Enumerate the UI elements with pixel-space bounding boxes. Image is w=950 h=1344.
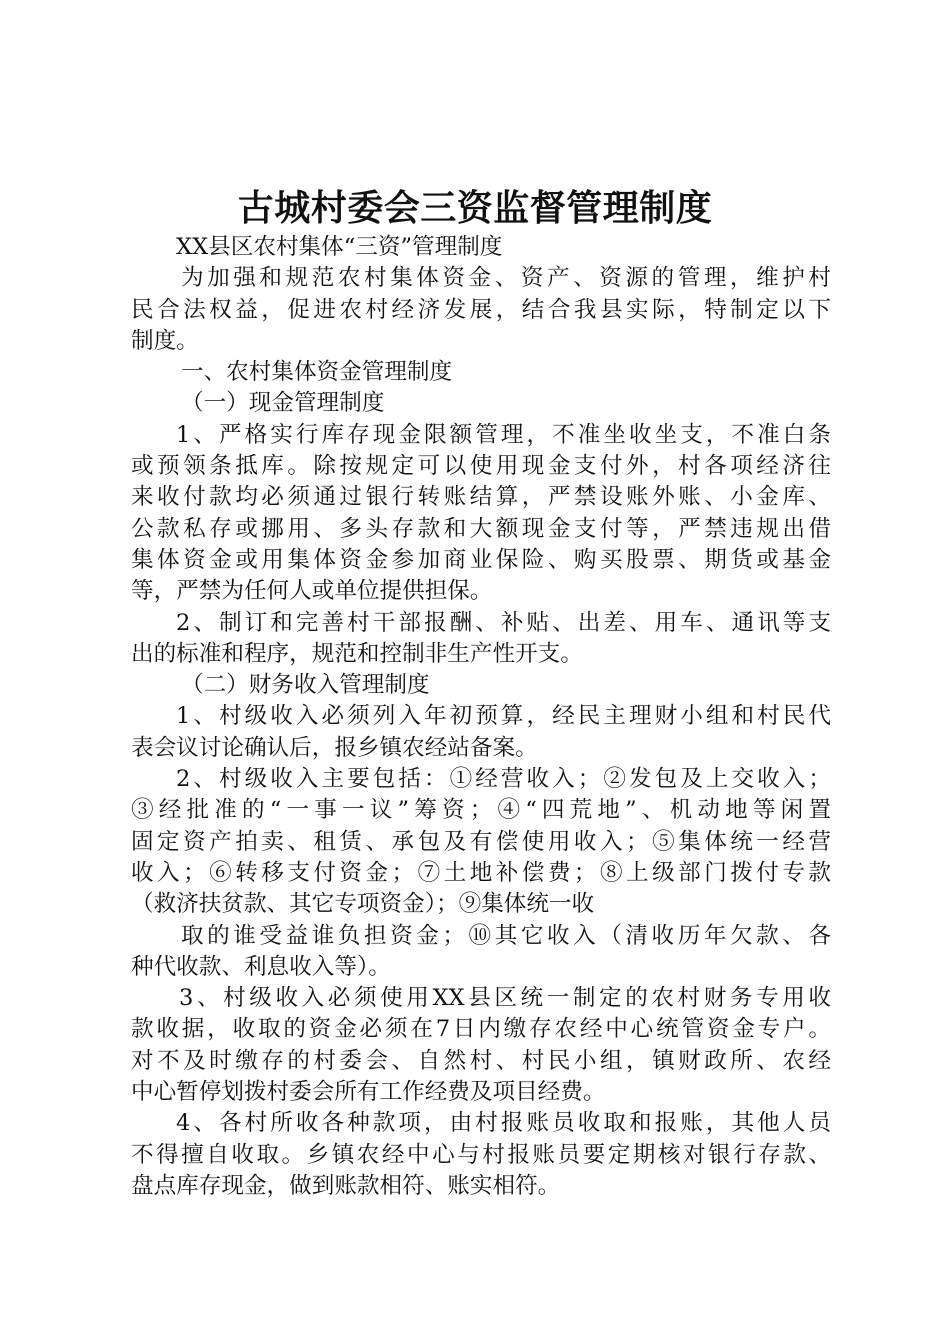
paragraph-line: 等，严禁为任何人或单位提供担保。 [131,578,493,605]
paragraph-line: 为加强和规范农村集体资金、资产、资源的管理，维护村 [181,265,831,292]
paragraph-line: 公款私存或挪用、多头存款和大额现金支付等，严禁违规出借 [131,515,831,542]
paragraph-line: 1、村级收入必须列入年初预算，经民主理财小组和村民代 [176,703,831,730]
paragraph-line: 出的标准和程序，规范和控制非生产性开支。 [131,640,583,667]
document-title: 古城村委会三资监督管理制度 [237,187,713,229]
paragraph-line: 盘点库存现金，做到账款相符、账实相符。 [131,1172,561,1199]
paragraph-line: 对不及时缴存的村委会、自然村、村民小组，镇财政所、农经 [131,1047,831,1074]
paragraph-line: 种代收款、利息收入等）。 [131,953,391,980]
paragraph-line: 制度。 [131,327,199,354]
paragraph-line: 1、严格实行库存现金限额管理，不准坐收坐支，不准白条 [176,421,831,448]
paragraph-line: 集体资金或用集体资金参加商业保险、购买股票、期货或基金 [131,546,831,573]
document-body [131,232,831,1202]
paragraph-line: 民合法权益，促进农村经济发展，结合我县实际，特制定以下 [131,296,831,323]
paragraph-line: 3、村级收入必须使用XX县区统一制定的农村财务专用收 [179,985,831,1012]
paragraph-line: 款收据，收取的资金必须在7日内缴存农经中心统管资金专户。 [131,1016,831,1043]
subsection-heading: （二）财务收入管理制度 [181,672,430,699]
paragraph-line: 收入；⑥转移支付资金；⑦土地补偿费；⑧上级部门拨付专款 [131,859,831,886]
paragraph-line: ③经批准的“一事一议”筹资；④“四荒地”、机动地等闲置 [131,797,831,824]
paragraph-line: 2、制订和完善村干部报酬、补贴、出差、用车、通讯等支 [176,609,831,636]
subtitle-line: XX县区农村集体“三资”管理制度 [176,234,503,260]
paragraph-line: 取的谁受益谁负担资金；⑩其它收入（清收历年欠款、各 [181,922,831,949]
paragraph-line: 4、各村所收各种款项，由村报账员收取和报账，其他人员 [176,1110,831,1137]
paragraph-line: （救济扶贫款、其它专项资金）；⑨集体统一收 [131,891,595,918]
paragraph-line: 表会议讨论确认后，报乡镇农经站备案。 [131,734,538,761]
subsection-heading: （一）现金管理制度 [181,390,385,417]
paragraph-line: 2、村级收入主要包括：①经营收入；②发包及上交收入； [176,766,831,793]
paragraph-line: 不得擅自收取。乡镇农经中心与村报账员要定期核对银行存款、 [131,1141,831,1168]
paragraph-line: 中心暂停划拨村委会所有工作经费及项目经费。 [131,1079,606,1106]
paragraph-line: 固定资产拍卖、租赁、承包及有偿使用收入；⑤集体统一经营 [131,828,831,855]
paragraph-line: 或预领条抵库。除按规定可以使用现金支付外，村各项经济往 [131,453,831,480]
section-heading: 一、农村集体资金管理制度 [181,359,453,386]
paragraph-line: 来收付款均必须通过银行转账结算，严禁设账外账、小金库、 [131,484,831,511]
